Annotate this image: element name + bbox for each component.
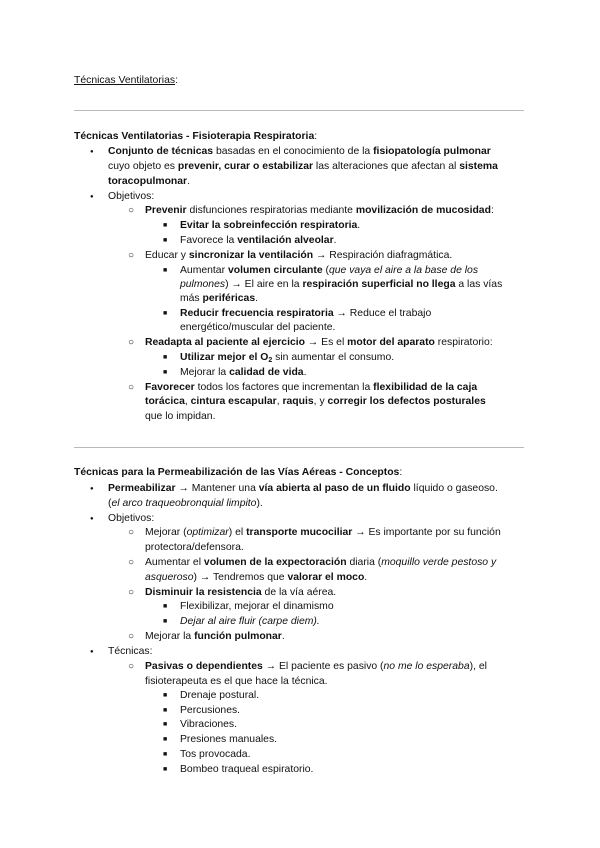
list-item-continuation: fisioterapeuta es el que hace la técnica. [145,676,328,687]
list-item-continuation: que lo impidan. [145,411,216,422]
list-item: Prevenir disfunciones respiratorias mediante movilización de mucosidad: [145,205,494,216]
bullet-square-icon [163,763,167,777]
section-divider [74,110,524,111]
bullet-dot-icon [90,190,94,205]
bullet-square-icon [163,307,167,321]
objectives-label: Objetivos: [108,191,155,202]
list-item: Pasivas o dependientes → El paciente es pasivo (no me lo esperaba), el [145,661,487,672]
bullet-square-icon [163,264,167,278]
bullet-circle-icon [128,381,134,395]
bullet-dot-icon [90,645,94,660]
bullet-square-icon [163,366,167,380]
bullet-circle-icon [128,526,134,540]
bullet-square-icon [163,689,167,703]
list-item: Educar y sincronizar la ventilación → Respiración diafragmática. [145,250,453,261]
bullet-circle-icon [128,586,134,600]
list-item: Drenaje postural. [180,690,260,701]
list-item: Readapta al paciente al ejercicio → Es el motor del aparato respiratorio: [145,337,493,348]
list-item: Presiones manuales. [180,734,278,745]
bullet-circle-icon [128,249,134,263]
techniques-label: Técnicas: [108,646,153,657]
bullet-square-icon [163,615,167,629]
paragraph-line: Permeabilizar → Mantener una vía abierta al paso de un fluido líquido o gaseoso. [108,483,498,494]
bullet-square-icon [163,718,167,732]
paragraph-line: toracopulmonar. [108,176,190,187]
bullet-dot-icon [90,512,94,527]
bullet-circle-icon [128,556,134,570]
paragraph-line: Conjunto de técnicas basadas en el conocimiento de la fisiopatología pulmonar [108,146,491,157]
list-item: Dejar al aire fluir (carpe diem). [180,616,320,627]
bullet-circle-icon [128,660,134,674]
bullet-dot-icon [90,145,94,160]
list-item: Disminuir la resistencia de la vía aérea. [145,587,337,598]
list-item: Utilizar mejor el $O_2$ sin aumentar el consumo. [180,352,395,364]
list-item-continuation: asqueroso) → Tendremos que valorar el moco. [145,572,368,583]
list-item: Aumentar el volumen de la expectoración diaria (moquillo verde pestoso y [145,557,497,568]
bullet-square-icon [163,351,167,365]
bullet-square-icon [163,600,167,614]
list-item: Reducir frecuencia respiratoria → Reduce el trabajo [180,308,432,319]
bullet-square-icon [163,704,167,718]
list-item: Tos provocada. [180,749,251,760]
bullet-circle-icon [128,336,134,350]
list-item: Vibraciones. [180,719,237,730]
bullet-square-icon [163,219,167,233]
list-item-continuation: energético/muscular del paciente. [180,322,336,333]
paragraph-line: (el arco traqueobronquial limpito). [108,498,263,509]
list-item: Percusiones. [180,705,241,716]
list-item: Mejorar la calidad de vida. [180,367,307,378]
list-item: Aumentar volumen circulante (que vaya el aire a la base de los [180,265,479,276]
list-item-continuation: más periféricas. [180,293,258,304]
list-item: Bombeo traqueal espiratorio. [180,764,314,775]
list-item: Flexibilizar, mejorar el dinamismo [180,601,334,612]
bullet-square-icon [163,748,167,762]
bullet-square-icon [163,234,167,248]
section-heading-permeabilizacion: Técnicas para la Permeabilización de las Vías Aéreas - Conceptos: [74,467,403,478]
list-item: Favorece la ventilación alveolar. [180,235,337,246]
paragraph-line: cuyo objeto es prevenir, curar o estabilizar las alteraciones que afectan al sistema [108,161,498,172]
bullet-circle-icon [128,204,134,218]
list-item-continuation: protectora/defensora. [145,542,244,553]
list-item-continuation: pulmones) → El aire en la respiración superficial no llega a las vías [180,279,503,290]
list-item: Mejorar la función pulmonar. [145,631,285,642]
list-item: Evitar la sobreinfección respiratoria. [180,220,361,231]
objectives-label: Objetivos: [108,513,155,524]
section-divider [74,447,524,448]
list-item: Mejorar (optimizar) el transporte mucociliar → Es importante por su función [145,527,501,538]
bullet-dot-icon [90,482,94,497]
document-title: Técnicas Ventilatorias: [74,75,178,86]
bullet-square-icon [163,733,167,747]
bullet-circle-icon [128,630,134,644]
section-heading-ventilatorias: Técnicas Ventilatorias - Fisioterapia Respiratoria: [74,131,318,142]
list-item: Favorecer todos los factores que incrementan la flexibilidad de la caja [145,382,478,393]
list-item-continuation: torácica, cintura escapular, raquis, y corregir los defectos posturales [145,396,486,407]
